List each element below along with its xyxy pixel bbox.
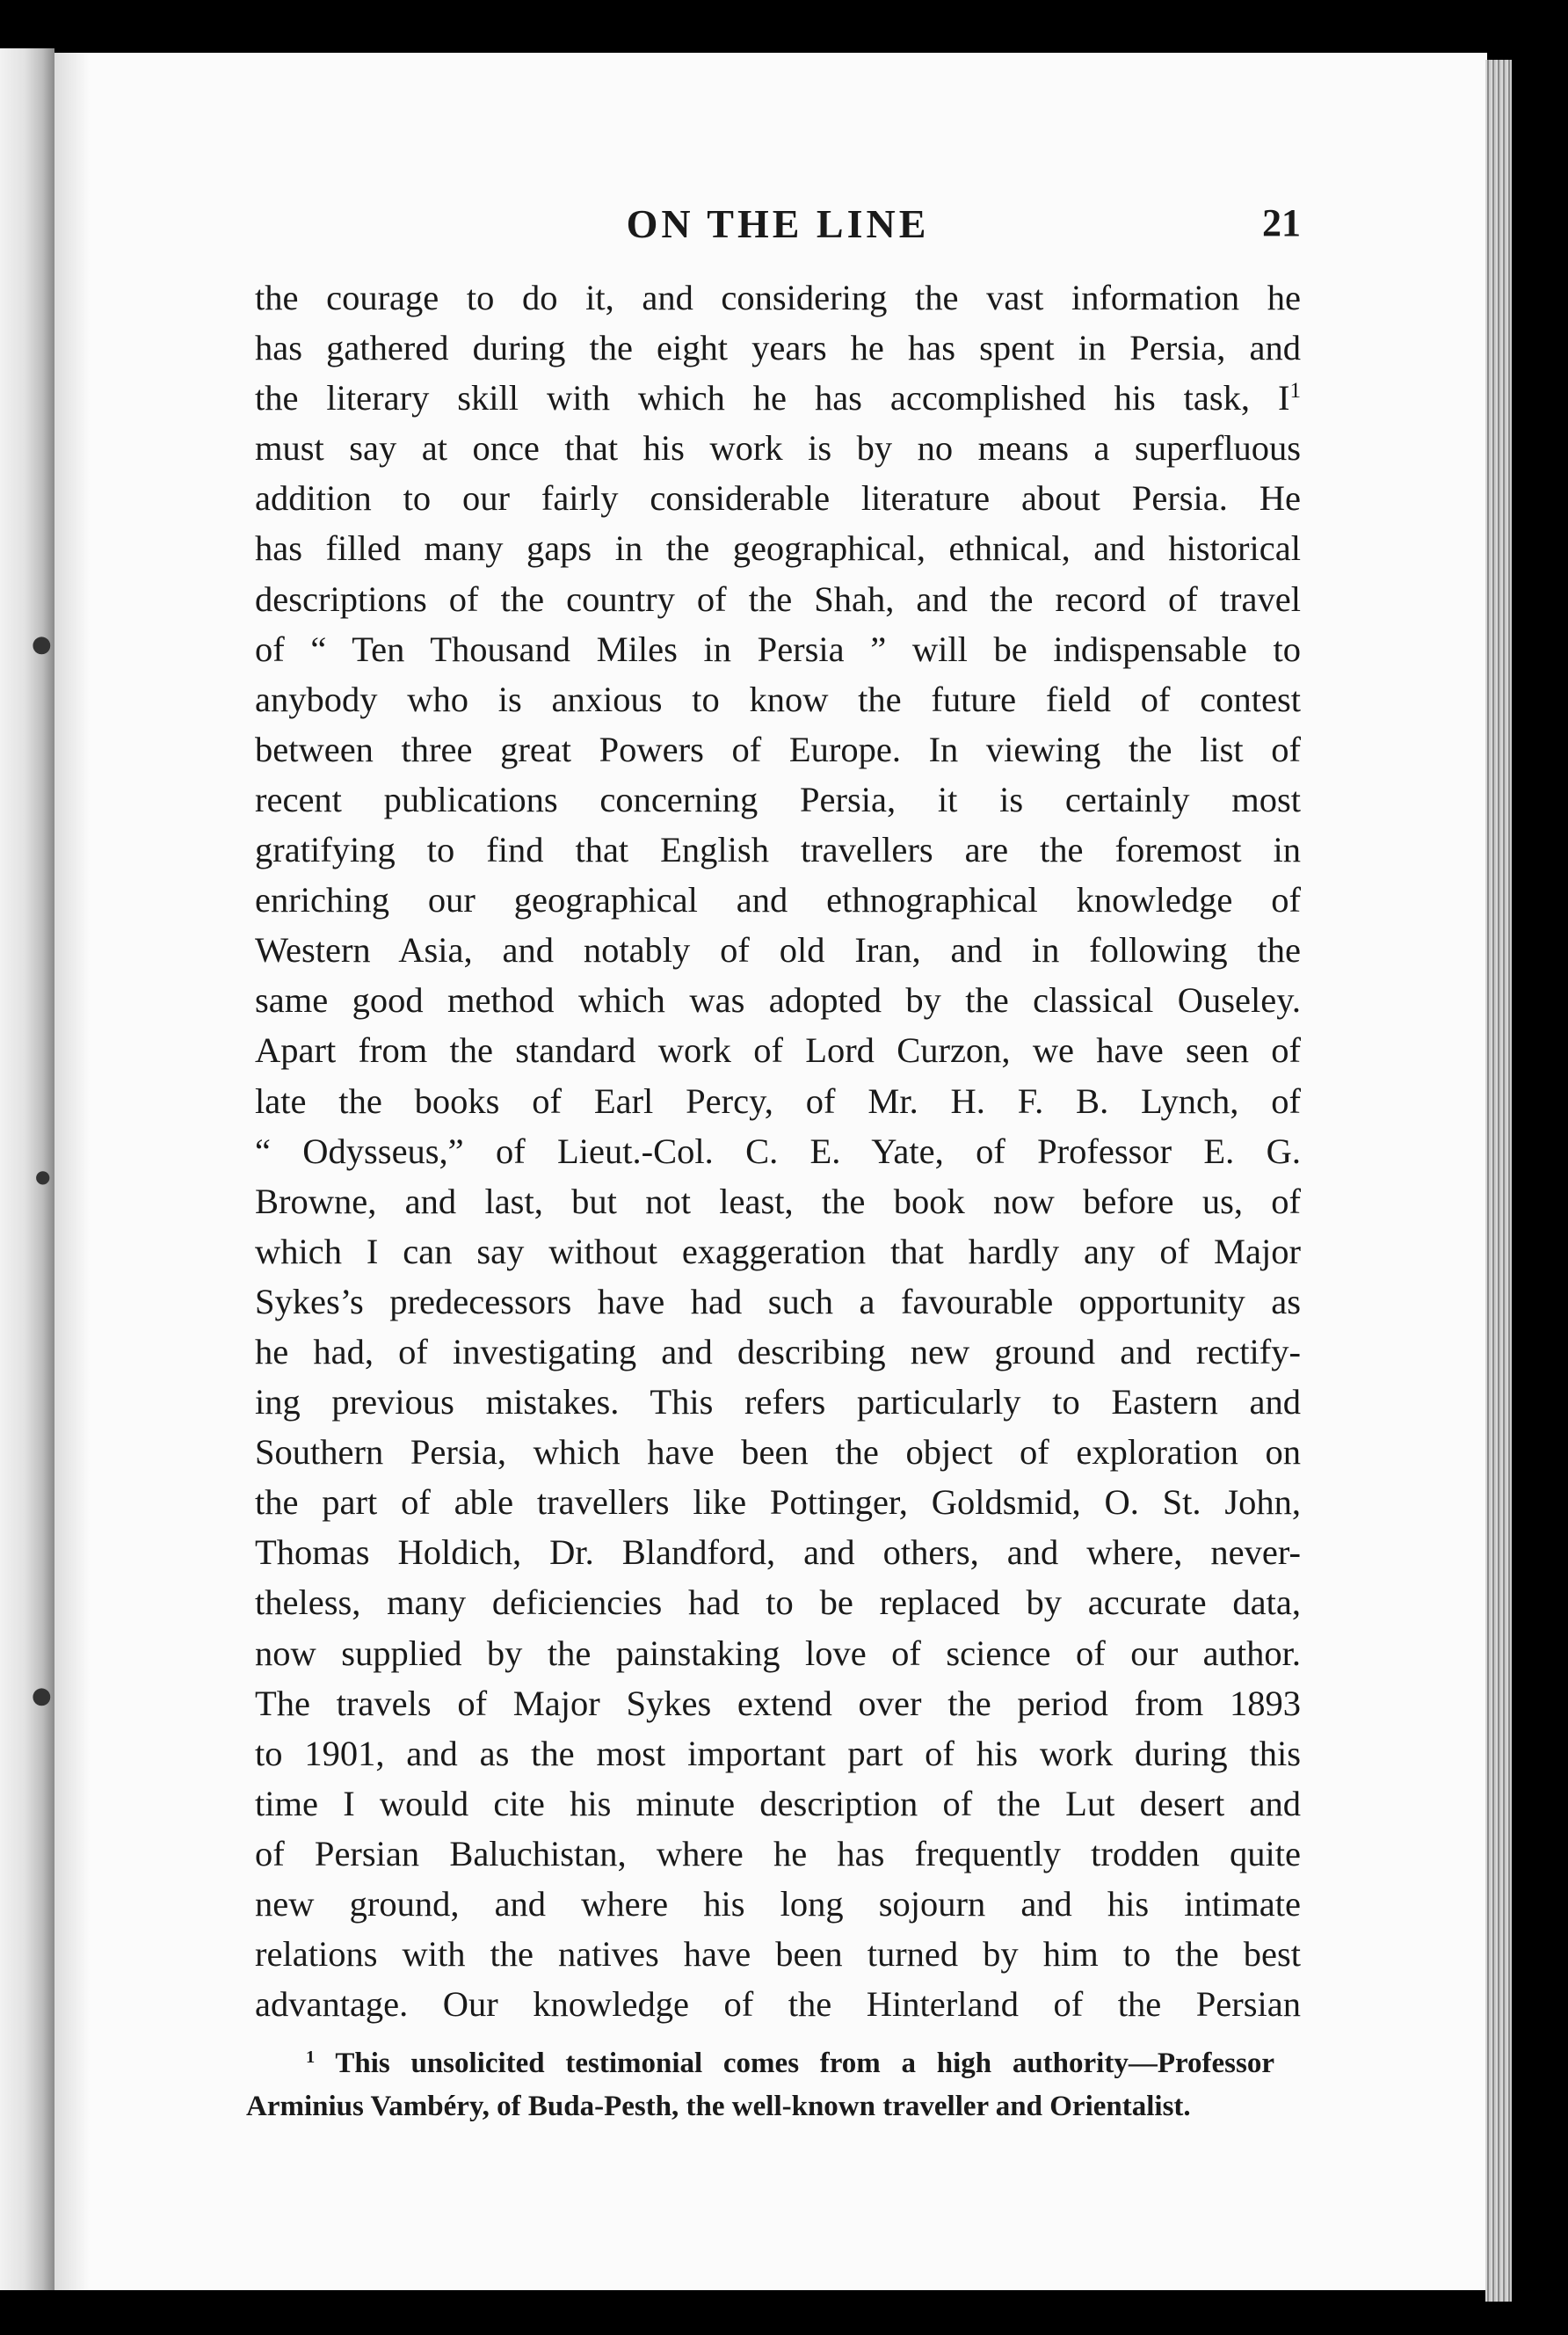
margin-speck: ● xyxy=(35,1166,51,1187)
text-line: “ Odysseus,” of Lieut.-Col. C. E. Yate, of Professor E. G. xyxy=(255,1131,1301,1171)
margin-speck: ● xyxy=(32,631,52,658)
text-line: the courage to do it, and considering the vast information he xyxy=(255,278,1301,317)
text-line: Browne, and last, but not least, the book now before us, of xyxy=(255,1181,1301,1221)
text-line: ing previous mistakes. This refers particularly to Eastern and xyxy=(255,1382,1301,1422)
text-line: he had, of investigating and describing new ground and rectify- xyxy=(255,1331,1301,1371)
text-line: Southern Persia, which have been the object of exploration on xyxy=(255,1432,1301,1473)
text-line: late the books of Earl Percy, of Mr. H. F. B. Lynch, of xyxy=(255,1080,1301,1121)
footnote-line: Arminius Vambéry, of Buda-Pesth, the well-known traveller and Orientalist. xyxy=(246,2091,1191,2122)
text-line: addition to our fairly considerable literature about Persia. He xyxy=(255,478,1301,519)
text-line: now supplied by the painstaking love of science of our author. xyxy=(255,1633,1301,1673)
text-line: of Persian Baluchistan, where he has frequently trodden quite xyxy=(255,1833,1301,1873)
margin-speck: ● xyxy=(32,1683,52,1709)
text-line: advantage. Our knowledge of the Hinterland of the Persian xyxy=(255,1984,1301,2025)
text-line: same good method which was adopted by the classical Ouseley. xyxy=(255,980,1301,1021)
text-line-content: the literary skill with which he has accomplished his task, I xyxy=(255,378,1290,418)
footnote xyxy=(246,2042,1274,2128)
text-line: Thomas Holdich, Dr. Blandford, and others, and where, never- xyxy=(255,1532,1301,1573)
text-line xyxy=(255,373,1301,423)
text-line: descriptions of the country of the Shah, and the record of travel xyxy=(255,578,1301,619)
page-number: 21 xyxy=(1262,201,1301,244)
text-line: The travels of Major Sykes extend over the period from 1893 xyxy=(255,1683,1301,1723)
text-line: must say at once that his work is by no means a superfluous xyxy=(255,428,1301,469)
text-line: which I can say without exaggeration that hardly any of Major xyxy=(255,1231,1301,1271)
gutter-shadow xyxy=(54,53,90,2290)
text-line: time I would cite his minute description of the Lut desert and xyxy=(255,1783,1301,1823)
text-line: recent publications concerning Persia, it is certainly most xyxy=(255,779,1301,819)
text-line: Sykes’s predecessors have had such a favourable opportunity as xyxy=(255,1281,1301,1321)
text-line: to 1901, and as the most important part of his work during this xyxy=(255,1733,1301,1773)
right-page-edges xyxy=(1485,60,1512,2302)
footnote-marker: 1 xyxy=(306,2047,316,2067)
text-line: anybody who is anxious to know the future field of contest xyxy=(255,679,1301,719)
body-text xyxy=(255,273,1301,2029)
footnote-text: This unsolicited testimonial comes from a high authority—Professor xyxy=(335,2048,1275,2079)
footnote-reference: 1 xyxy=(1289,379,1301,404)
text-line: theless, many deficiencies had to be replaced by accurate data, xyxy=(255,1582,1301,1623)
text-line: enriching our geographical and ethnographical knowledge of xyxy=(255,880,1301,920)
text-line: new ground, and where his long sojourn and his intimate xyxy=(255,1884,1301,1924)
text-line: the part of able travellers like Pottinger, Goldsmid, O. St. John, xyxy=(255,1482,1301,1523)
text-line: Apart from the standard work of Lord Curzon, we have seen of xyxy=(255,1030,1301,1071)
text-line: gratifying to find that English travellers are the foremost in xyxy=(255,830,1301,870)
text-line: of “ Ten Thousand Miles in Persia ” will be indispensable to xyxy=(255,629,1301,669)
running-head xyxy=(255,200,1301,253)
text-line: Western Asia, and notably of old Iran, and in following the xyxy=(255,930,1301,971)
text-line: relations with the natives have been turned by him to the best xyxy=(255,1934,1301,1975)
text-line: between three great Powers of Europe. In viewing the list of xyxy=(255,729,1301,769)
running-head-title: ON THE LINE xyxy=(626,201,930,246)
text-line: has gathered during the eight years he has spent in Persia, and xyxy=(255,328,1301,368)
text-line: has filled many gaps in the geographical, ethnical, and historical xyxy=(255,528,1301,569)
footnote-line xyxy=(246,2042,1274,2085)
